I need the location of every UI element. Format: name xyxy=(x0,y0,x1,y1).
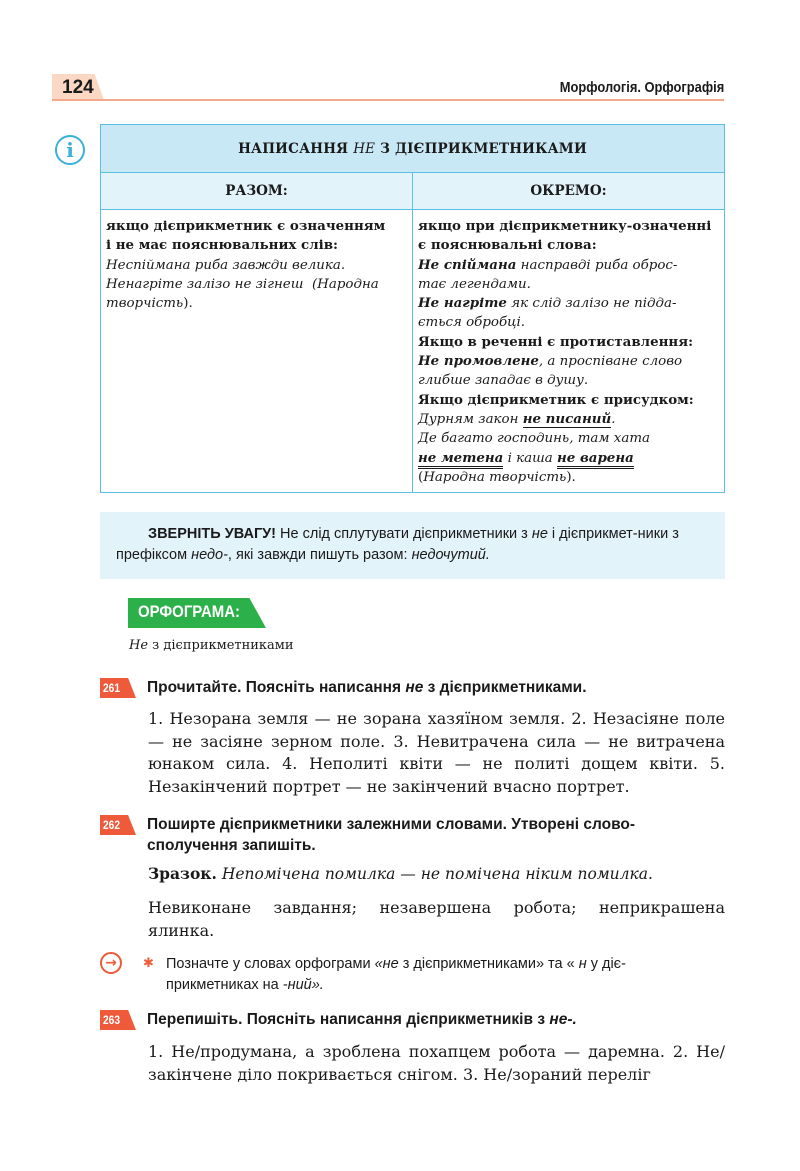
rule-column-together: якщо дієприкметник є означенням і не має пояснювальних слів: Неспіймана риба завжди велика. Ненагріте залізо не зігнеш (Народна творчість). xyxy=(106,218,386,312)
orthogram-label: ОРФОГРАМА: xyxy=(138,602,241,621)
column-header-together: РАЗОМ: xyxy=(101,173,413,210)
exercise-number: 261 xyxy=(103,681,121,695)
exercise-number: 262 xyxy=(103,818,121,832)
rule-table xyxy=(100,124,725,493)
attention-note xyxy=(100,512,725,579)
additional-task: Позначте у словах орфограми «не з дієприкметниками» та « н у діє- прикметниках на -ний». xyxy=(166,956,626,993)
star-icon: ✱ xyxy=(143,956,154,971)
orthogram-description: Не з дієприкметниками xyxy=(129,638,294,653)
rule-table-title: НАПИСАННЯ НЕ З ДІЄПРИКМЕТНИКАМИ xyxy=(101,125,724,173)
exercise-text: Невиконане завдання; незавершена робота; неприкрашена ялинка. xyxy=(148,898,725,940)
page-number: 124 xyxy=(62,77,94,98)
attention-note-text: ЗВЕРНІТЬ УВАГУ! Не слід сплутувати дієприкметники з не і дієприкмет-ники з префіксом недо-, які завжди пишуть разом: недочутий. xyxy=(116,526,679,563)
exercise-sample: Зразок. Непомічена помилка — не помічена ніким помилка. xyxy=(148,864,653,883)
column-divider xyxy=(412,210,413,493)
info-icon: i xyxy=(55,135,85,165)
exercise-number: 263 xyxy=(103,1013,121,1027)
arrow-right-icon: → xyxy=(100,952,122,974)
header-divider xyxy=(52,99,724,101)
column-header-separately: ОКРЕМО: xyxy=(413,173,724,210)
exercise-task: Поширте дієприкметники залежними словами. Утворені слово- сполучення запишіть. xyxy=(147,816,636,854)
exercise-text: 1. Незорана земля — не зорана хазяїном земля. 2. Незасіяне поле — не засіяне зерном поле. 3. Невитрачена сила — не витрачена юнаком сила. 4. Неполиті квіти — не политі дощем квіти. 5. Незакінчений портрет — не закінчений вчасно портрет. xyxy=(148,709,725,796)
exercise-task: Перепишіть. Поясніть написання дієприкметників з не-. xyxy=(147,1011,577,1028)
rule-column-separately: якщо при дієприкметнику-означенні є пояснювальні слова: Не спіймана насправді риба оброс- тає легендами. Не нагріте як слід залізо не підда- ється обробці. Якщо в реченні є протиставлення: Не промовлене, а проспіване слово глибше западає в душу. Якщо дієприкметник є присудком: Дурням закон не писаний. Де багато господинь, там хата не метена і каша не варена (Народна творчість). xyxy=(418,218,712,485)
exercise-task: Прочитайте. Поясніть написання не з дієприкметниками. xyxy=(147,679,587,696)
section-title: Морфологія. Орфографія xyxy=(559,79,724,96)
exercise-text: 1. Не/продумана, а зроблена похапцем робота — даремна. 2. Не/закінчене діло покривається снігом. 3. Не/зораний переліг xyxy=(148,1042,725,1084)
